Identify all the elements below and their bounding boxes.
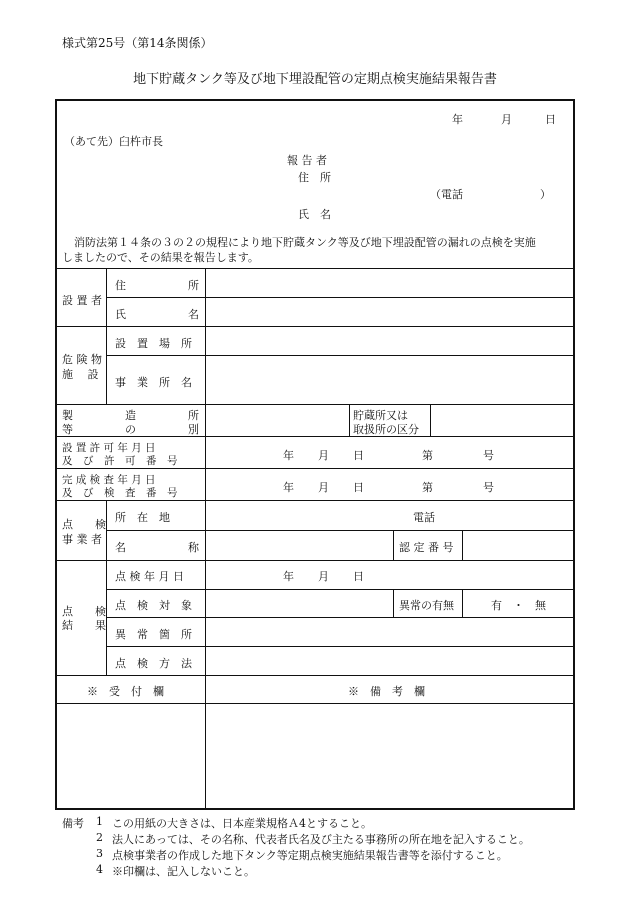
statement-line2: しましたので、その結果を報告します。 (62, 251, 259, 264)
permit-num-prefix: 第 (422, 449, 433, 462)
insp-target-label: 点 検 対 象 (115, 599, 192, 612)
frame-top (55, 99, 575, 101)
rule-h11 (106, 589, 575, 590)
inspector-name-b: 称 (188, 541, 199, 554)
reporter-name-label: 氏 名 (298, 208, 331, 221)
mfg-a1: 製 (62, 409, 73, 422)
note-2-text: 法人にあっては、その名称、代表者氏名及び主たる事務所の所在地を記入すること。 (112, 833, 530, 846)
rule-h10 (55, 560, 575, 561)
result-label-a: 点 検 (62, 605, 106, 618)
facility-label-a: 危 険 物 (62, 353, 102, 366)
installer-name-b: 名 (188, 308, 199, 321)
completion-label-a: 完 成 検 査 年 月 日 (62, 474, 156, 486)
completion-num-suffix: 号 (483, 481, 494, 494)
inspector-label-a: 点 検 (62, 518, 106, 531)
location-label: 設 置 場 所 (115, 337, 192, 350)
cert-number-label: 認 定 番 号 (399, 541, 454, 554)
rule-v-cert-a (393, 530, 394, 560)
insp-date-day: 日 (353, 570, 364, 583)
frame-bottom (55, 808, 575, 810)
completion-num-prefix: 第 (422, 481, 433, 494)
rule-v-label-b (106, 500, 107, 675)
result-label-b: 結 果 (62, 619, 106, 632)
rule-h8 (55, 500, 575, 501)
mfg-a2: 造 (125, 409, 136, 422)
insp-method-label: 点 検 方 法 (115, 657, 192, 670)
rule-h7 (55, 468, 575, 469)
statement-line1: 消防法第１４条の３の２の規程により地下貯蔵タンク等及び地下埋設配管の漏れの点検を実施 (74, 236, 536, 249)
mfg-b1: 等 (62, 423, 73, 436)
mfg-a3: 所 (188, 409, 199, 422)
note-4-num: 4 (96, 863, 103, 876)
note-1-text: この用紙の大きさは、日本産業規格Ａ4とすること。 (112, 817, 372, 830)
inspector-phone-label: 電話 (413, 511, 435, 524)
rule-h4 (106, 355, 575, 356)
rule-h2 (106, 297, 575, 298)
abnormal-label: 異常の有無 (399, 599, 454, 612)
permit-year: 年 (283, 449, 294, 462)
rule-v-storage-a (349, 404, 350, 436)
rule-h15 (55, 703, 575, 704)
note-3-num: 3 (96, 847, 103, 860)
facility-label-b: 施 設 (62, 368, 99, 381)
office-label: 事 業 所 名 (115, 376, 192, 389)
rule-v-main (205, 268, 206, 808)
reception-header: ※ 受 付 欄 (87, 685, 164, 698)
permit-month: 月 (318, 449, 329, 462)
rule-v-cert-b (462, 530, 463, 560)
inspector-location-label: 所 在 地 (115, 511, 170, 524)
permit-day: 日 (353, 449, 364, 462)
rule-v-label-a (106, 268, 107, 404)
installer-address-b: 所 (188, 279, 199, 292)
storage-label-a: 貯蔵所又は (353, 409, 408, 422)
insp-date-label: 点 検 年 月 日 (115, 570, 184, 583)
permit-label-b: 及 び 許 可 番 号 (62, 455, 178, 467)
rule-v-abn-a (393, 589, 394, 617)
reporter-phone-close: ） (540, 188, 551, 201)
notes-label: 備考 (62, 817, 84, 830)
date-month: 月 (501, 113, 512, 126)
mfg-b2: の (125, 423, 136, 436)
rule-h3 (55, 326, 575, 327)
installer-address-a: 住 (115, 279, 126, 292)
rule-h14 (55, 675, 575, 676)
completion-year: 年 (283, 481, 294, 494)
installer-name-a: 氏 (115, 308, 126, 321)
insp-date-year: 年 (283, 570, 294, 583)
note-2-num: 2 (96, 831, 103, 844)
permit-num-suffix: 号 (483, 449, 494, 462)
completion-label-b: 及 び 検 査 番 号 (62, 487, 178, 499)
document-title: 地下貯蔵タンク等及び地下埋設配管の定期点検実施結果報告書 (133, 72, 497, 87)
mfg-b3: 別 (188, 423, 199, 436)
addressee: （あて先）臼杵市長 (64, 135, 163, 148)
permit-label-a: 設 置 許 可 年 月 日 (62, 442, 156, 454)
insp-date-month: 月 (318, 570, 329, 583)
remarks-header: ※ 備 考 欄 (348, 685, 425, 698)
date-day: 日 (545, 113, 556, 126)
note-1-num: 1 (96, 815, 103, 828)
completion-month: 月 (318, 481, 329, 494)
reporter-label: 報 告 者 (287, 154, 327, 167)
inspector-label-b: 事 業 者 (62, 533, 102, 546)
completion-day: 日 (353, 481, 364, 494)
date-year: 年 (452, 113, 463, 126)
note-3-text: 点検事業者の作成した地下タンク等定期点検実施結果報告書等を添付すること。 (112, 849, 508, 862)
rule-v-storage-b (430, 404, 431, 436)
form-number: 様式第25号（第14条関係） (62, 36, 213, 50)
storage-label-b: 取扱所の区分 (353, 423, 419, 436)
reporter-address-label: 住 所 (298, 171, 331, 184)
yes-no-choice: 有 ・ 無 (491, 599, 546, 612)
rule-h13 (106, 646, 575, 647)
reporter-phone-open: （電話 (430, 188, 463, 201)
rule-h1 (55, 268, 575, 269)
note-4-text: ※印欄は、記入しないこと。 (112, 865, 255, 878)
abnormal-place-label: 異 常 箇 所 (115, 628, 192, 641)
rule-h12 (106, 617, 575, 618)
inspector-name-a: 名 (115, 541, 126, 554)
installer-label: 設 置 者 (62, 294, 102, 307)
rule-h9 (106, 530, 575, 531)
rule-v-abn-b (462, 589, 463, 617)
rule-h5 (55, 404, 575, 405)
